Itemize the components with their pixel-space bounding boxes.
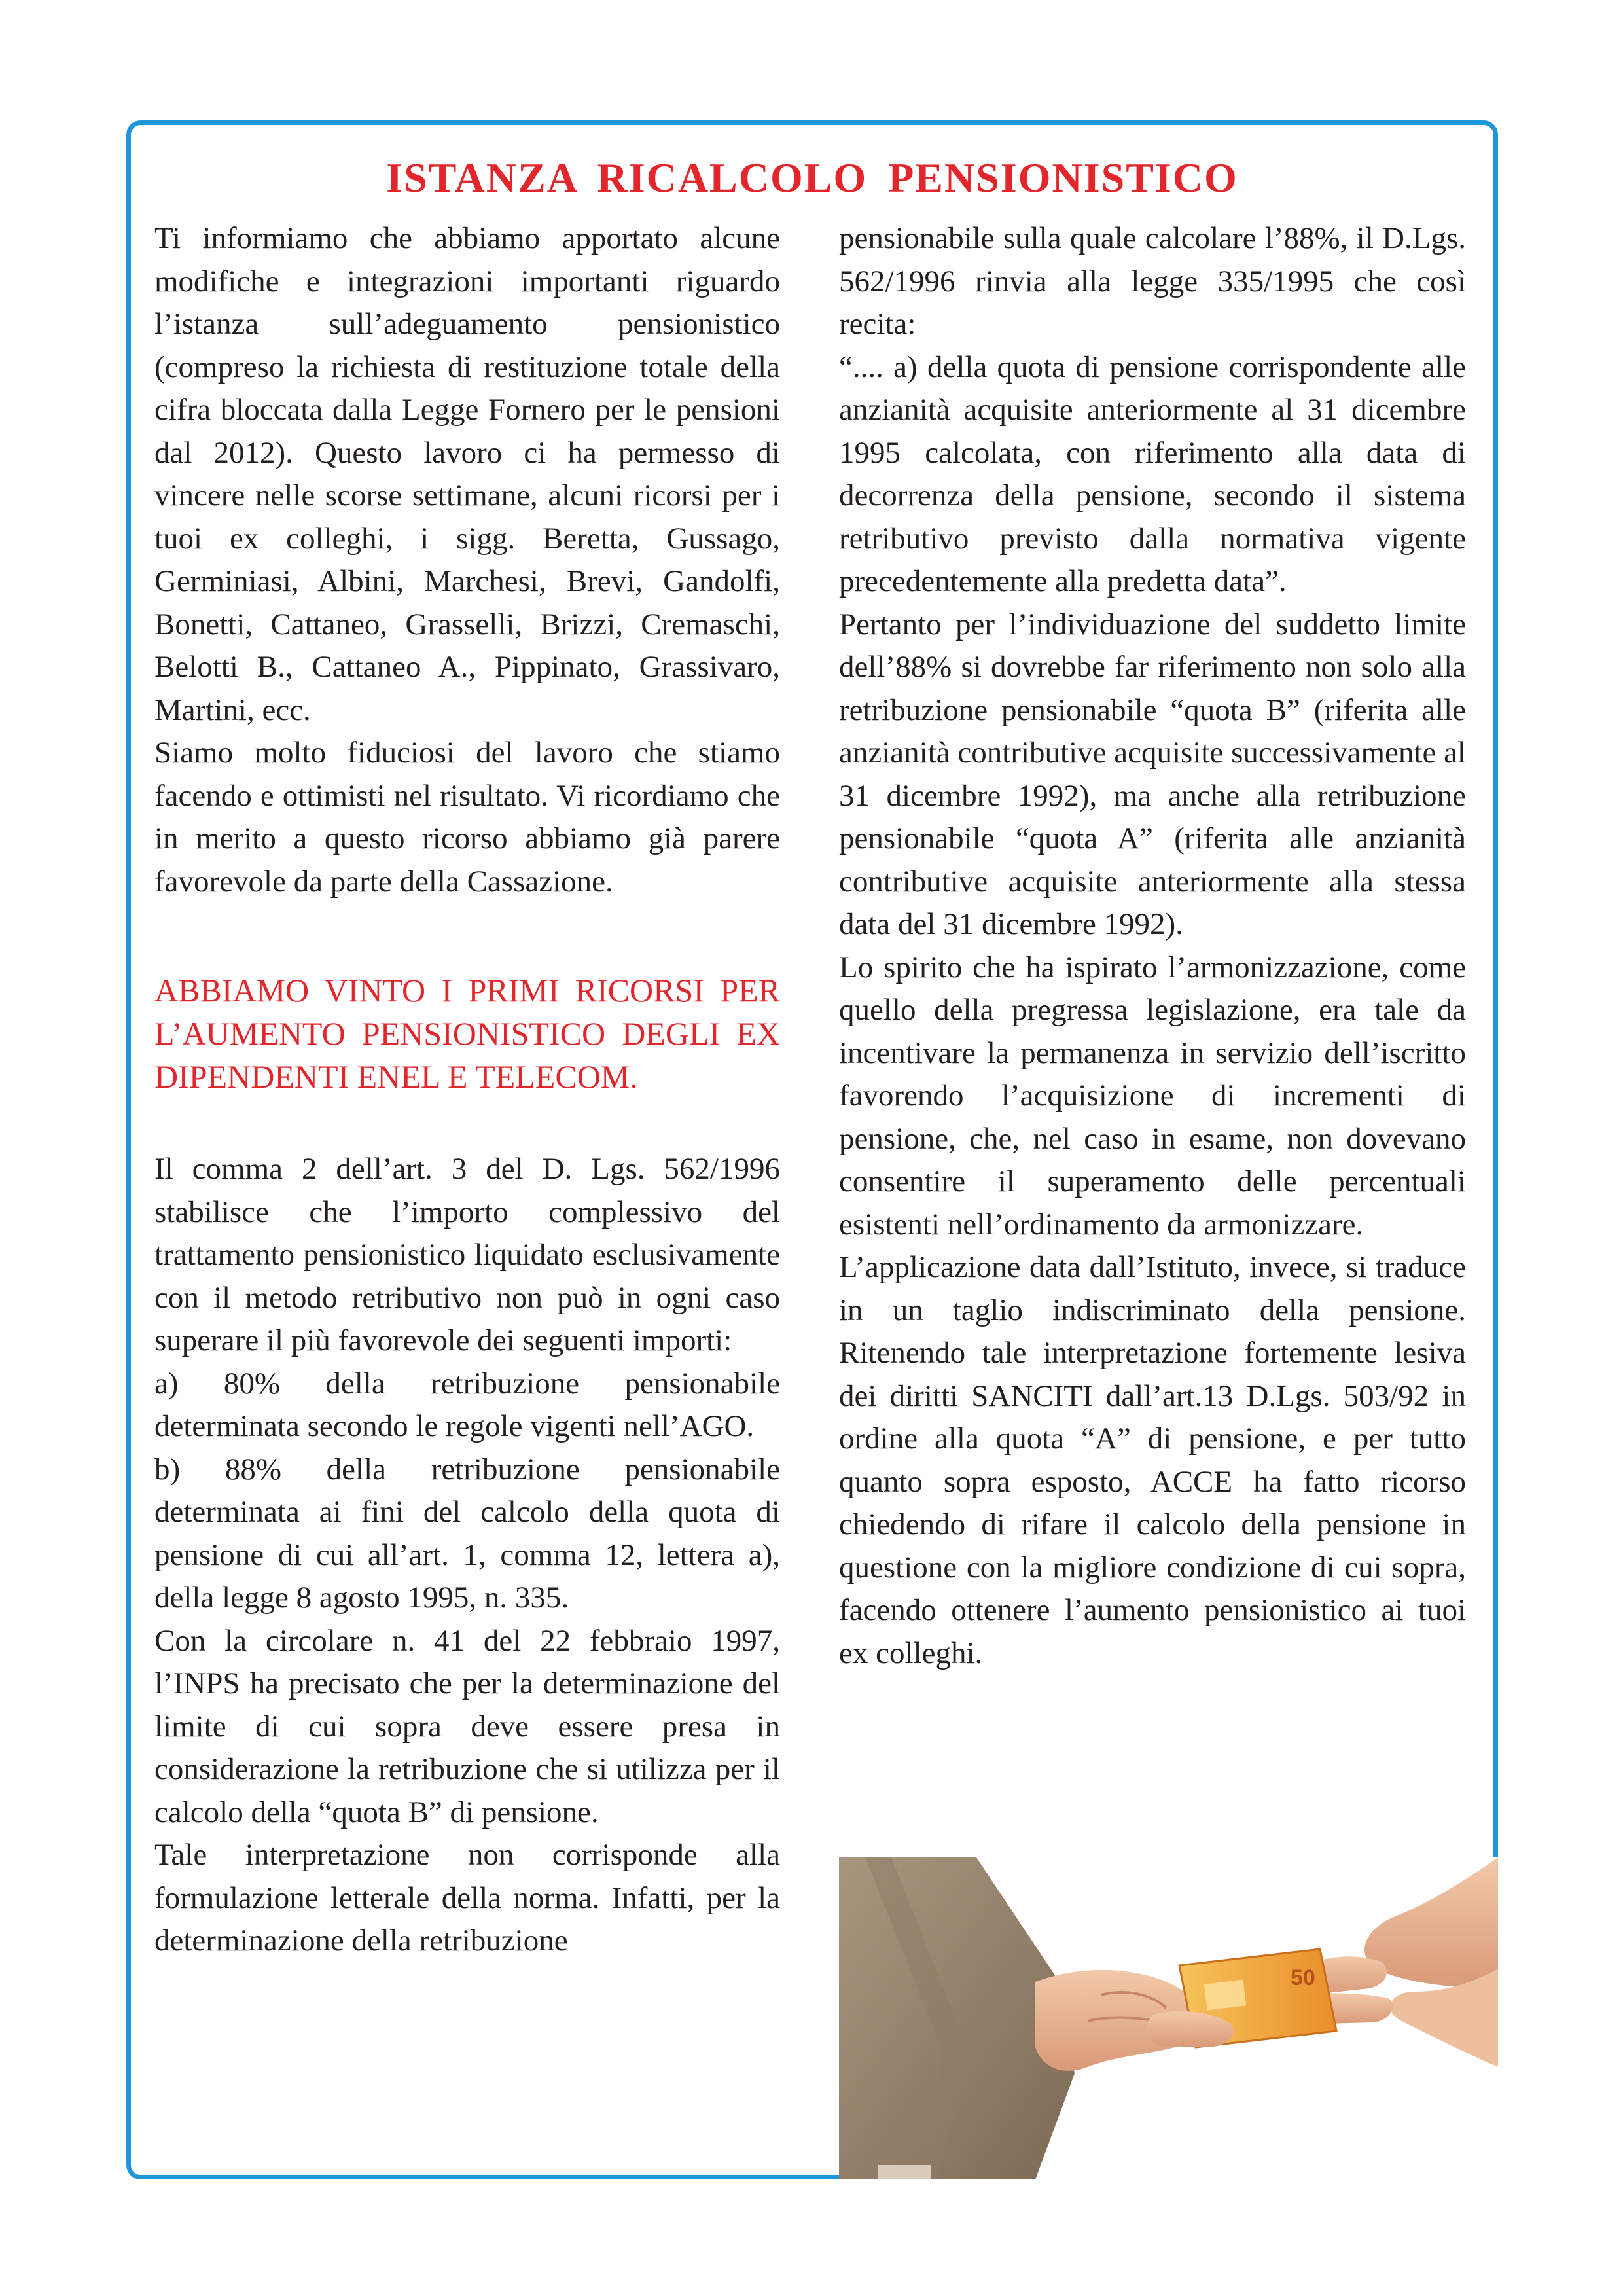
banknote-value: 50 xyxy=(1291,1965,1315,1990)
limit-paragraph: Pertanto per l’individuazione del suddetto limite dell’88% si dovrebbe far riferimento non solo alla retribuzione pensionabile “quota B” (riferita alle anzianità contributive acquisite successivamente al 31 dicembre 1992), ma anche alla retribuzione pensionabile “quota A” (riferita alle anzianità contributive acquisite anteriormente alla stessa data del 31 dicembre 1992). xyxy=(839,607,1466,941)
interpretation-paragraph: Tale interpretazione non corrisponde alla formulazione letterale della norma. Infatti, per la determinazione della retribuzione xyxy=(154,1838,780,1958)
harmonization-paragraph: Lo spirito che ha ispirato l’armonizzazione, come quello della pregressa legislazione, era tale da incentivare la permanenza in servizio dell’iscritto favorendo l’acquisizione di incrementi di pensione, che, nel caso in esame, non dovevano consentire il superamento delle percentuali esistenti nell’ordinamento da armonizzare. xyxy=(839,950,1466,1242)
left-column xyxy=(154,217,780,1963)
page-title: ISTANZA RICALCOLO PENSIONISTICO xyxy=(386,154,1238,201)
confidence-paragraph: Siamo molto fiduciosi del lavoro che stiamo facendo e ottimisti nel risultato. Vi ricordiamo che in merito a questo ricorso abbiamo già parere favorevole da parte della Cassazione. xyxy=(154,736,780,899)
right-column xyxy=(839,217,1466,1675)
intro-paragraph: Ti informiamo che abbiamo apportato alcune modifiche e integrazioni importanti riguardo l’istanza sull’adeguamento pensionistico (compreso la richiesta di restituzione totale della cifra bloccata dalla Legge Fornero per le pensioni dal 2012). Questo lavoro ci ha permesso di vincere nelle scorse settimane, alcuni ricorsi per i tuoi ex colleghi, i sigg. Beretta, Gussago, Germiniasi, Albini, Marchesi, Brevi, Gandolfi, Bonetti, Cattaneo, Grasselli, Brizzi, Cremaschi, Belotti B., Cattaneo A., Pippinato, Grassivaro, Martini, ecc. xyxy=(154,221,780,727)
continuation-paragraph: pensionabile sulla quale calcolare l’88%, il D.Lgs. 562/1996 rinvia alla legge 335/1995 che così recita: xyxy=(839,221,1466,341)
law-paragraph: Il comma 2 dell’art. 3 del D. Lgs. 562/1996 stabilisce che l’importo complessivo del trattamento pensionistico liquidato esclusivamente con il metodo retributivo non può in ogni caso superare il più favorevole dei seguenti importi: xyxy=(154,1152,780,1357)
photo-illustration xyxy=(839,1857,1498,2179)
appeal-paragraph: L’applicazione data dall’Istituto, invece, si traduce in un taglio indiscriminato della pensione. Ritenendo tale interpretazione fortemente lesiva dei diritti SANCITI dall’art.13 D.Lgs. 503/92 in ordine alla quota “A” di pensione, e per tutto quanto sopra esposto, ACCE ha fatto ricorso chiedendo di rifare il calcolo della pensione in questione con la migliore condizione di cui sopra, facendo ottenere l’aumento pensionistico ai tuoi ex colleghi. xyxy=(839,1250,1466,1670)
list-item-a: a) 80% della retribuzione pensionabile determinata secondo le regole vigenti nell’AGO. xyxy=(154,1366,780,1443)
law-quote-paragraph: “.... a) della quota di pensione corrispondente alle anzianità acquisite anteriormente al 31 dicembre 1995 calcolata, con riferimento alla data di decorrenza della pensione, secondo il sistema retributivo previsto dalla normativa vigente precedentemente alla predetta data”. xyxy=(839,350,1466,598)
victory-subheading: ABBIAMO VINTO I PRIMI RICORSI PER L’AUMENTO PENSIONISTICO DEGLI EX DIPENDENTI ENEL E TELECOM. xyxy=(154,972,780,1095)
handing-banknote-photo xyxy=(839,1857,1498,2179)
list-item-b: b) 88% della retribuzione pensionabile determinata ai fini del calcolo della quota di pensione di cui all’art. 1, comma 12, lettera a), della legge 8 agosto 1995, n. 335. xyxy=(154,1452,780,1615)
circular-paragraph: Con la circolare n. 41 del 22 febbraio 1997, l’INPS ha precisato che per la determinazione del limite di cui sopra deve essere presa in considerazione la retribuzione che si utilizza per il calcolo della “quota B” di pensione. xyxy=(154,1623,780,1829)
